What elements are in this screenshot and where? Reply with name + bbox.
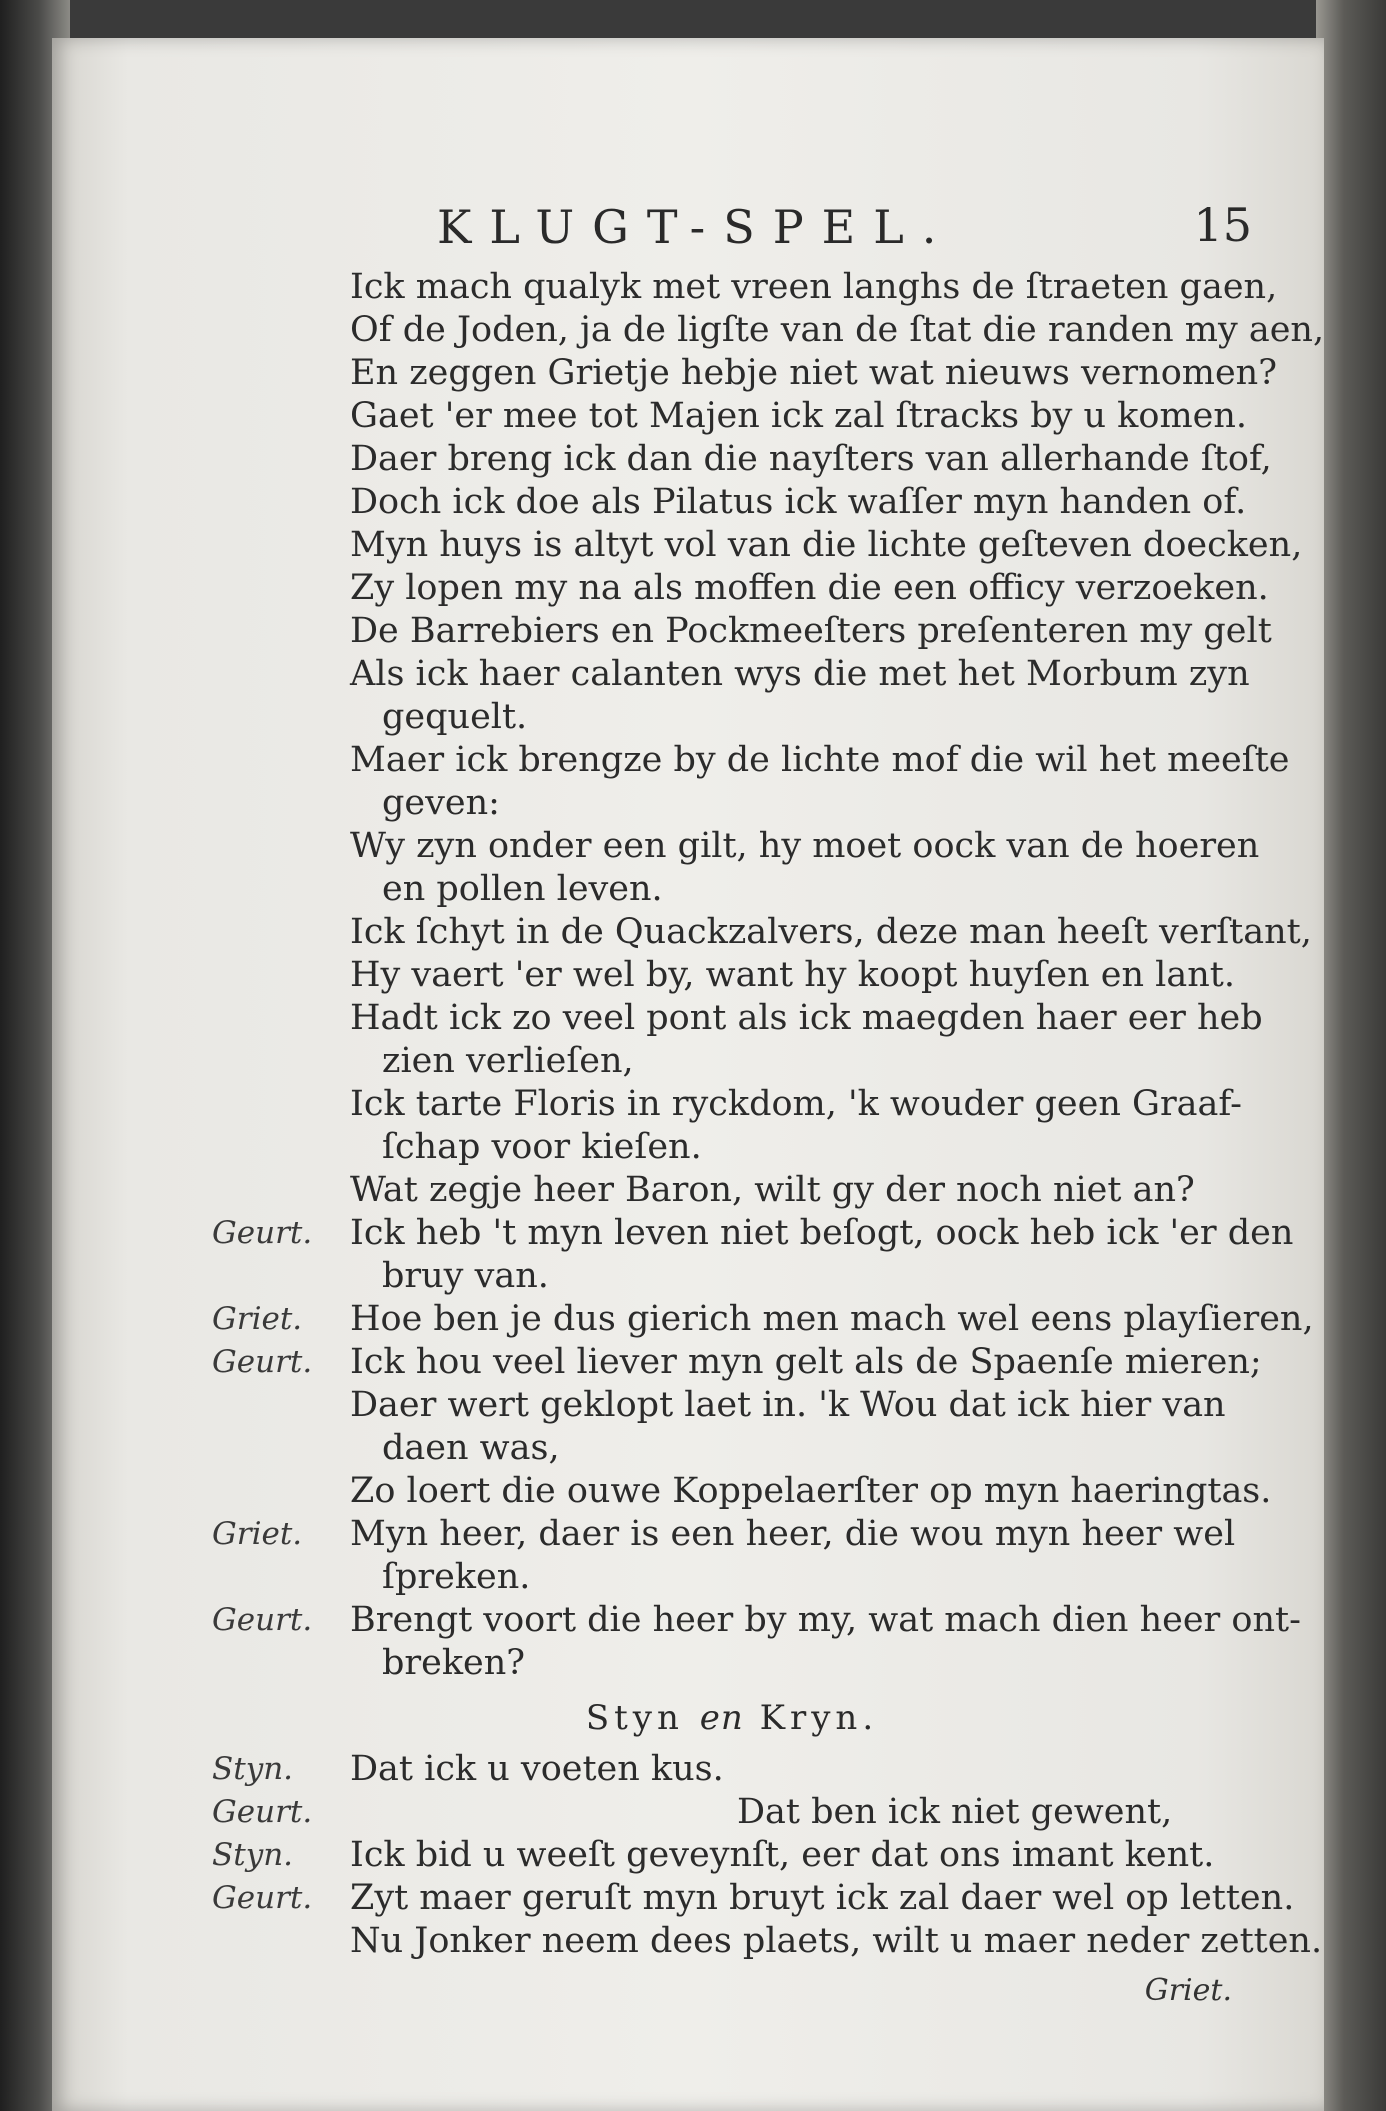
line-text: En zeggen Grietje hebje niet wat nieuws vernomen? xyxy=(350,353,1277,393)
speaker-label xyxy=(212,825,342,868)
speaker-label xyxy=(212,954,342,997)
verse-line xyxy=(212,1642,1252,1685)
speaker-label: Geurt. xyxy=(212,1215,313,1251)
line-text: Zyt maer geruſt myn bruyt ick zal daer wel op letten. xyxy=(350,1878,1295,1918)
verse-line xyxy=(212,653,1252,696)
line-text: ſchap voor kieſen. xyxy=(382,1127,702,1167)
verse-line xyxy=(212,868,1252,911)
speaker-label xyxy=(212,1169,342,1212)
line-text: Als ick haer calanten wys die met het Morbum zyn xyxy=(350,654,1250,694)
line-text: Nu Jonker neem dees plaets, wilt u maer neder zetten. xyxy=(350,1921,1323,1961)
line-text: gequelt. xyxy=(382,697,528,737)
verse-line xyxy=(212,1298,1314,1341)
scene-heading xyxy=(212,1697,1252,1740)
book-page xyxy=(52,38,1324,2111)
verse-line xyxy=(212,1341,1262,1384)
speaker-label xyxy=(212,352,342,395)
line-text: Maer ick brengze by de lichte mof die wil het meeſte xyxy=(350,740,1290,780)
verse-line xyxy=(212,1040,1252,1083)
speaker-label: Geurt. xyxy=(212,1880,313,1916)
verse-line xyxy=(212,1791,1252,1834)
speaker-label xyxy=(212,1255,342,1298)
speaker-label xyxy=(212,1556,342,1599)
verse-line xyxy=(212,1556,1252,1599)
line-text: Brengt voort die heer by my, wat mach dien heer ont- xyxy=(350,1600,1301,1640)
verse-line xyxy=(212,739,1290,782)
line-text: Hoe ben je dus gierich men mach wel eens playſieren, xyxy=(350,1299,1314,1339)
line-text: Zy lopen my na als moffen die een officy verzoeken. xyxy=(350,568,1269,608)
speaker-label xyxy=(212,997,342,1040)
verse-line xyxy=(212,1748,1252,1791)
line-text: bruy van. xyxy=(382,1256,549,1296)
verse-line xyxy=(212,997,1263,1040)
catchword: Griet. xyxy=(1144,1973,1232,2008)
speaker-label: Griet. xyxy=(212,1516,303,1552)
line-text: Gaet 'er mee tot Majen ick zal ſtracks by u komen. xyxy=(350,396,1248,436)
speaker-label xyxy=(212,438,342,481)
verse-line xyxy=(212,1427,1252,1470)
verse-line xyxy=(212,266,1278,309)
line-text: Ick mach qualyk met vreen langhs de ſtraeten gaen, xyxy=(350,267,1278,307)
scene-heading-conjunction: en xyxy=(699,1698,744,1738)
verse-line xyxy=(212,1920,1323,1963)
line-text: Zo loert die ouwe Koppelaerſter op myn haeringtas. xyxy=(350,1471,1272,1511)
line-text: ſpreken. xyxy=(382,1557,531,1597)
verse-line xyxy=(212,1083,1252,1126)
verse-line xyxy=(212,352,1277,395)
verse-line xyxy=(212,524,1303,567)
page-header xyxy=(392,188,1252,258)
verse-line xyxy=(212,1126,1252,1169)
line-text: Myn heer, daer is een heer, die wou myn heer wel xyxy=(350,1514,1236,1554)
line-text: Wat zegje heer Baron, wilt gy der noch niet an? xyxy=(350,1170,1195,1210)
line-text: Doch ick doe als Pilatus ick waſſer myn handen of. xyxy=(350,482,1247,522)
verse-line xyxy=(212,825,1260,868)
speaker-label xyxy=(212,1920,342,1963)
speaker-label xyxy=(212,1470,342,1513)
speaker-label xyxy=(212,911,342,954)
line-text: Ick tarte Floris in ryckdom, 'k wouder geen Graaf- xyxy=(350,1084,1242,1124)
speaker-label xyxy=(212,739,342,782)
speaker-label xyxy=(212,1126,342,1169)
speaker-label: Griet. xyxy=(212,1301,303,1337)
verse-block-1 xyxy=(212,266,1325,1685)
verse-line xyxy=(212,481,1252,524)
speaker-label xyxy=(212,1427,342,1470)
speaker-label: Geurt. xyxy=(212,1344,313,1380)
page-edges xyxy=(1316,0,1386,2111)
verse-line xyxy=(212,1212,1294,1255)
verse-line xyxy=(212,1470,1272,1513)
running-head: KLUGT-SPEL. xyxy=(437,200,955,254)
verse-line xyxy=(212,309,1325,352)
speaker-label: Styn. xyxy=(212,1751,294,1787)
line-text: zien verlieſen, xyxy=(382,1041,634,1081)
speaker-label xyxy=(212,653,342,696)
verse-line xyxy=(212,438,1272,481)
line-text: Daer wert geklopt laet in. 'k Wou dat ick hier van xyxy=(350,1385,1226,1425)
speaker-label xyxy=(212,1642,342,1685)
speaker-label: Geurt. xyxy=(212,1602,313,1638)
play-text xyxy=(212,266,1325,2012)
line-text: Ick bid u weeſt geveynſt, eer dat ons imant kent. xyxy=(350,1835,1215,1875)
speaker-label xyxy=(212,696,342,739)
speaker-label xyxy=(212,567,342,610)
verse-line xyxy=(212,1513,1252,1556)
speaker-label xyxy=(212,266,342,309)
verse-line xyxy=(212,1169,1252,1212)
line-text: Myn huys is altyt vol van die lichte geſteven doecken, xyxy=(350,525,1303,565)
verse-line xyxy=(212,1599,1301,1642)
line-text: Ick hou veel liever myn gelt als de Spaenſe mieren; xyxy=(350,1342,1262,1382)
verse-line xyxy=(212,1255,1252,1298)
verse-line xyxy=(212,567,1269,610)
speaker-label xyxy=(212,782,342,825)
scene-heading-second: Kryn. xyxy=(759,1698,879,1738)
speaker-label xyxy=(212,1083,342,1126)
verse-block-2 xyxy=(212,1748,1323,1963)
line-text: Dat ben ick niet gewent, xyxy=(737,1792,1173,1832)
verse-line xyxy=(212,696,1252,739)
line-text: Wy zyn onder een gilt, hy moet oock van de hoeren xyxy=(350,826,1260,866)
line-text: en pollen leven. xyxy=(382,869,663,909)
speaker-label xyxy=(212,610,342,653)
speaker-label: Geurt. xyxy=(212,1794,313,1830)
line-text: De Barrebiers en Pockmeeſters preſenteren my gelt xyxy=(350,611,1272,651)
line-text: Hy vaert 'er wel by, want hy koopt huyſen en lant. xyxy=(350,955,1235,995)
verse-line xyxy=(212,1384,1252,1427)
line-text: Daer breng ick dan die nayſters van allerhande ſtof, xyxy=(350,439,1272,479)
speaker-label xyxy=(212,1384,342,1427)
line-text: Ick ſchyt in de Quackzalvers, deze man heeſt verſtant, xyxy=(350,912,1312,952)
speaker-label xyxy=(212,309,342,352)
line-text: Dat ick u voeten kus. xyxy=(350,1749,724,1789)
scene-heading-first: Styn xyxy=(585,1698,684,1738)
speaker-label xyxy=(212,1040,342,1083)
page-number: 15 xyxy=(1193,198,1252,252)
verse-line xyxy=(212,954,1252,997)
line-text: Ick heb 't myn leven niet beſogt, oock heb ick 'er den xyxy=(350,1213,1294,1253)
speaker-label: Styn. xyxy=(212,1837,294,1873)
line-text: Hadt ick zo veel pont als ick maegden haer eer heb xyxy=(350,998,1263,1038)
line-text: Of de Joden, ja de ligſte van de ſtat die randen my aen, xyxy=(350,310,1325,350)
line-text: geven: xyxy=(382,783,500,823)
speaker-label xyxy=(212,395,342,438)
speaker-label xyxy=(212,868,342,911)
verse-line xyxy=(212,911,1312,954)
verse-line xyxy=(212,1877,1295,1920)
verse-line xyxy=(212,1834,1252,1877)
line-text: daen was, xyxy=(382,1428,560,1468)
verse-line xyxy=(212,782,1252,825)
verse-line xyxy=(212,395,1252,438)
verse-line xyxy=(212,610,1272,653)
line-text: breken? xyxy=(382,1643,526,1683)
speaker-label xyxy=(212,481,342,524)
speaker-label xyxy=(212,524,342,567)
